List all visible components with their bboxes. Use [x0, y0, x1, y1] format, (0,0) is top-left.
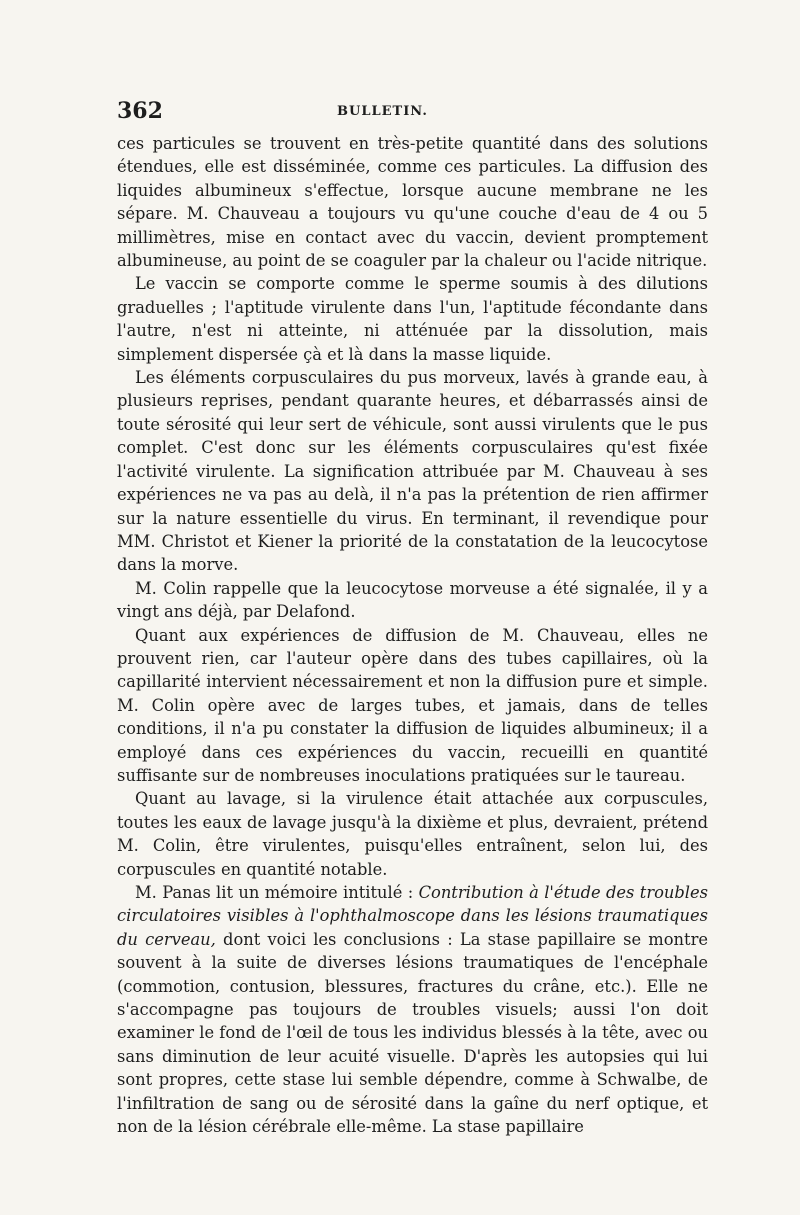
paragraph-pus-morveux: Les éléments corpusculaires du pus morveux, lavés à grande eau, à plusieurs reprises, pendant quarante heures, et débarrassés ainsi de toute sérosité qui leur sert de véhicule, sont aussi virulents que le pus complet. C'est donc sur les éléments corpusculaires qu'est fixée l'activité virulente. La signification attribuée par M. Chauveau à ses expériences ne va pas au delà, il n'a pas la prétention de rien affirmer sur la nature essentielle du virus. En terminant, il revendique pour MM. Christot et Kiener la priorité de la constatation de la leucocytose dans la morve.	[117, 368, 708, 575]
body-text	[117, 132, 708, 1138]
page-number: 362	[117, 98, 163, 124]
paragraph-colin-lavage: Quant au lavage, si la virulence était attachée aux corpuscules, toutes les eaux de lavage jusqu'à la dixième et plus, devraient, prétend M. Colin, être virulentes, puisqu'elles entraînent, selon lui, des corpuscules en quantité notable.	[117, 789, 708, 879]
paragraph-colin-leucocytose: M. Colin rappelle que la leucocytose morveuse a été signalée, il y a vingt ans déjà, par Delafond.	[117, 578, 708, 622]
paragraph-panas-memoire	[117, 881, 708, 1138]
running-head	[117, 98, 708, 132]
paragraph-colin-diffusion: Quant aux expériences de diffusion de M. Chauveau, elles ne prouvent rien, car l'auteur opère dans des tubes capillaires, où la capillarité intervient nécessairement et non la diffusion pure et simple. M. Colin opère avec de larges tubes, et jamais, dans de telles conditions, il n'a pu constater la diffusion de liquides albumineux; il a employé dans ces expériences du vaccin, recueilli en quantité suffisante sur de nombreuses inoculations pratiquées sur le taureau.	[117, 625, 708, 785]
panas-conclusions: dont voici les conclusions : La stase papillaire se montre souvent à la suite de diverses lésions traumatiques de l'encéphale (commotion, contusion, blessures, fractures du crâne, etc.). Elle ne s'accompagne pas toujours de troubles visuels; aussi l'on doit examiner le fond de l'œil de tous les individus blessés à la tête, avec ou sans diminution de leur acuité visuelle. D'après les autopsies qui lui sont propres, cette stase lui semble dépendre, comme à Schwalbe, de l'infiltration de sang ou de sérosité dans la gaîne du nerf optique, et non de la lésion cérébrale elle-même. La stase papillaire	[117, 929, 708, 1137]
panas-intro: M. Panas lit un mémoire intitulé :	[135, 883, 419, 902]
memoir-title: Contribution à l'étude des troubles circulatoires visibles à l'ophthalmoscope dans les lésions traumatiques du cerveau,	[117, 883, 709, 949]
paragraph-vaccin-sperme: Le vaccin se comporte comme le sperme soumis à des dilutions graduelles ; l'aptitude virulente dans l'un, l'aptitude fécondante dans l'autre, n'est ni atteinte, ni atténuée par la dissolution, mais simplement dispersée çà et là dans la masse liquide.	[117, 274, 708, 364]
paragraph-continuation: ces particules se trouvent en très-petite quantité dans des solutions étendues, elle est disséminée, comme ces particules. La diffusion des liquides albumineux s'effectue, lorsque aucune membrane ne les sépare. M. Chauveau a toujours vu qu'une couche d'eau de 4 ou 5 millimètres, mise en contact avec du vaccin, devient promptement albumineuse, au point de se coaguler par la chaleur ou l'acide nitrique.	[117, 134, 708, 271]
running-title: BULLETIN.	[337, 104, 428, 119]
